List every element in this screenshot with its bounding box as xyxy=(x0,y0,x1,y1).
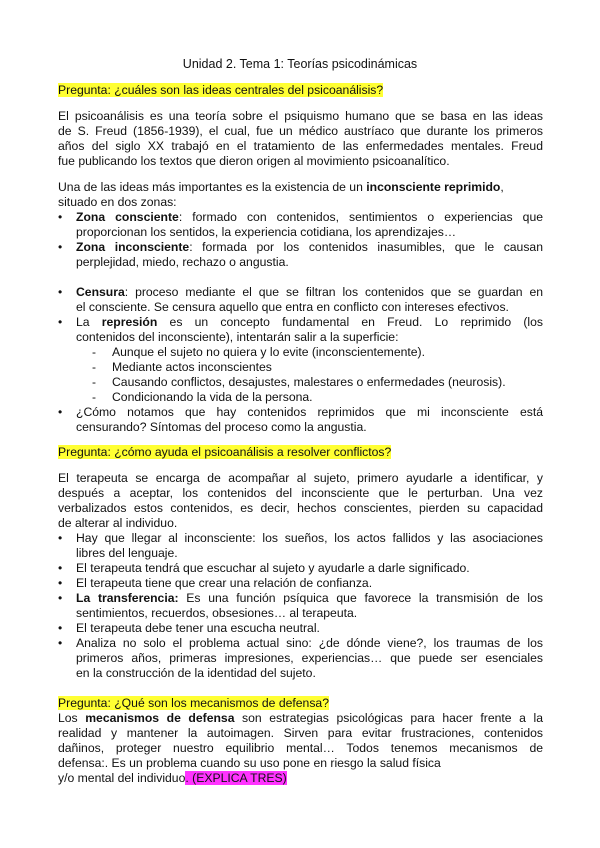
paragraph-4-line-3: dañinos, proteger nuestro equilibrio mental… Todos tenemos mecanismos de xyxy=(58,741,543,755)
bullet-zona-inconsciente-line-2: perplejidad, miedo, rechazo o angustia. xyxy=(76,255,289,269)
paragraph-2-comma: , xyxy=(500,180,504,194)
bullet-escuchar: El terapeuta tendrá que escuchar al sujeto y ayudarle a darle significado. xyxy=(76,561,470,575)
paragraph-4-prefix: Los xyxy=(58,711,86,725)
bullet-analiza-line-3: en la construcción de la identidad del sujeto. xyxy=(76,666,316,680)
zona-inconsciente-text: : formada por los contenidos inasumibles, que le causan xyxy=(189,240,543,254)
question-1-highlight: Pregunta: ¿cuáles son las ideas centrales del psicoanálisis? xyxy=(58,83,384,97)
question-3 xyxy=(58,696,543,710)
bullet-icon: • xyxy=(58,561,63,575)
paragraph-3-line-2: después a aceptar, los contenidos del inconsciente que le perturban. Una vez xyxy=(58,486,543,500)
bullet-analiza: Analiza no solo el problema actual sino: ¿de dónde viene?, los traumas de los xyxy=(76,636,543,650)
sub-item-4: Condicionando la vida de la persona. xyxy=(112,390,313,404)
paragraph-2-line-2: situado en dos zonas: xyxy=(58,195,177,209)
zona-consciente-term: Zona consciente xyxy=(76,210,179,224)
zona-consciente-text: : formado con contenidos, sentimientos o experiencias que xyxy=(178,210,543,224)
bullet-zona-inconsciente xyxy=(76,240,543,254)
paragraph-3-line-1: El terapeuta se encarga de acompañar al sujeto, primero ayudarle a identificar, y xyxy=(58,471,543,485)
transferencia-text: Es una función psíquica que favorece la transmisión de los xyxy=(178,591,543,605)
represion-text: es un concepto fundamental en Freud. Lo reprimido (los xyxy=(157,315,543,329)
sub-item-2: Mediante actos inconscientes xyxy=(112,360,272,374)
paragraph-3-line-3: verbalizados estos contenidos, es decir, hechos conscientes, pierden su capacidad xyxy=(58,501,543,515)
bullet-icon: • xyxy=(58,621,63,635)
bullet-icon: • xyxy=(58,531,63,545)
represion-term: represión xyxy=(101,315,158,329)
censura-term: Censura xyxy=(76,285,125,299)
bullet-icon: • xyxy=(58,576,63,590)
inconsciente-reprimido-term: inconsciente reprimido xyxy=(366,180,501,194)
bullet-icon: • xyxy=(58,240,63,254)
question-3-highlight: Pregunta: ¿Qué son los mecanismos de defensa? xyxy=(58,696,329,710)
bullet-analiza-line-2: primeros años, primeras impresiones, experiencias… que puede ser esenciales xyxy=(76,651,543,665)
dash-icon: - xyxy=(92,390,96,404)
paragraph-4-line-2: realidad y mantener la autoimagen. Sirven para evitar frustraciones, contenidos xyxy=(58,726,543,740)
paragraph-2-text: Una de las ideas más importantes es la existencia de un xyxy=(58,180,367,194)
dash-icon: - xyxy=(92,360,96,374)
paragraph-3-line-4: de alterar al individuo. xyxy=(58,516,178,530)
bullet-censura xyxy=(76,285,543,299)
paragraph-2-line-1 xyxy=(58,180,543,194)
bullet-como-notamos: ¿Cómo notamos que hay contenidos reprimidos que mi inconsciente está xyxy=(76,405,543,419)
sub-item-3: Causando conflictos, desajustes, malestares o enfermedades (neurosis). xyxy=(112,375,506,389)
bullet-censura-line-2: el consciente. Se censura aquello que entra en conflicto con intereses efectivos. xyxy=(76,300,509,314)
transferencia-term: La transferencia: xyxy=(76,591,179,605)
question-1 xyxy=(58,83,543,97)
question-2 xyxy=(58,445,543,459)
paragraph-4-line-4: defensa:. Es un problema cuando su uso pone en riesgo la salud física xyxy=(58,756,441,770)
mecanismos-term: mecanismos de defensa xyxy=(85,711,235,725)
bullet-icon: • xyxy=(58,210,63,224)
page-title: Unidad 2. Tema 1: Teorías psicodinámicas xyxy=(182,57,418,71)
zona-inconsciente-term: Zona inconsciente xyxy=(76,240,190,254)
bullet-escucha-neutral: El terapeuta debe tener una escucha neutral. xyxy=(76,621,320,635)
dash-icon: - xyxy=(92,375,96,389)
paragraph-1-line-4: fue publicando los textos que dieron origen al movimiento psicoanalítico. xyxy=(58,154,450,168)
paragraph-4-line-1 xyxy=(58,711,543,725)
bullet-zona-consciente-line-2: proporcionan los sentidos, la experiencia cotidiana, los aprendizajes… xyxy=(76,225,457,239)
bullet-llegar-inconsciente: Hay que llegar al inconsciente: los sueños, los actos fallidos y las asociaciones xyxy=(76,531,543,545)
paragraph-1-line-1: El psicoanálisis es una teoría sobre el psiquismo humano que se basa en las ideas xyxy=(58,109,543,123)
bullet-transferencia-line-2: sentimientos, recuerdos, obsesiones… al terapeuta. xyxy=(76,606,358,620)
bullet-transferencia xyxy=(76,591,543,605)
paragraph-4-text: son estrategias psicológicas para hacer frente a la xyxy=(234,711,543,725)
dash-icon: - xyxy=(92,345,96,359)
bullet-confianza: El terapeuta tiene que crear una relación de confianza. xyxy=(76,576,373,590)
paragraph-1-line-3: años del siglo XX trabajó en el tratamiento de las enfermedades mentales. Freud xyxy=(58,139,543,153)
bullet-icon: • xyxy=(58,591,63,605)
bullet-llegar-inconsciente-line-2: libres del lenguaje. xyxy=(76,546,178,560)
bullet-icon: • xyxy=(58,405,63,419)
explica-tres-highlight: . (EXPLICA TRES) xyxy=(185,771,287,785)
censura-text: : proceso mediante el que se filtran los contenidos que se guardan en xyxy=(124,285,543,299)
represion-prefix: La xyxy=(76,315,102,329)
bullet-represion xyxy=(76,315,543,329)
bullet-icon: • xyxy=(58,285,63,299)
bullet-como-notamos-line-2: censurando? Síntomas del proceso como la angustia. xyxy=(76,420,367,434)
bullet-icon: • xyxy=(58,636,63,650)
paragraph-4-line-5 xyxy=(58,771,543,785)
bullet-represion-line-2: contenidos del inconsciente), intentarán salir a la superficie: xyxy=(76,330,399,344)
paragraph-1-line-2: de S. Freud (1856-1939), el cual, fue un médico austríaco que durante los primeros xyxy=(58,124,543,138)
sub-item-1: Aunque el sujeto no quiera y lo evite (inconscientemente). xyxy=(112,345,426,359)
bullet-zona-consciente xyxy=(76,210,543,224)
question-2-highlight: Pregunta: ¿cómo ayuda el psicoanálisis a resolver conflictos? xyxy=(58,445,392,459)
paragraph-4-end-text: y/o mental del individuo xyxy=(58,771,186,785)
bullet-icon: • xyxy=(58,315,63,329)
